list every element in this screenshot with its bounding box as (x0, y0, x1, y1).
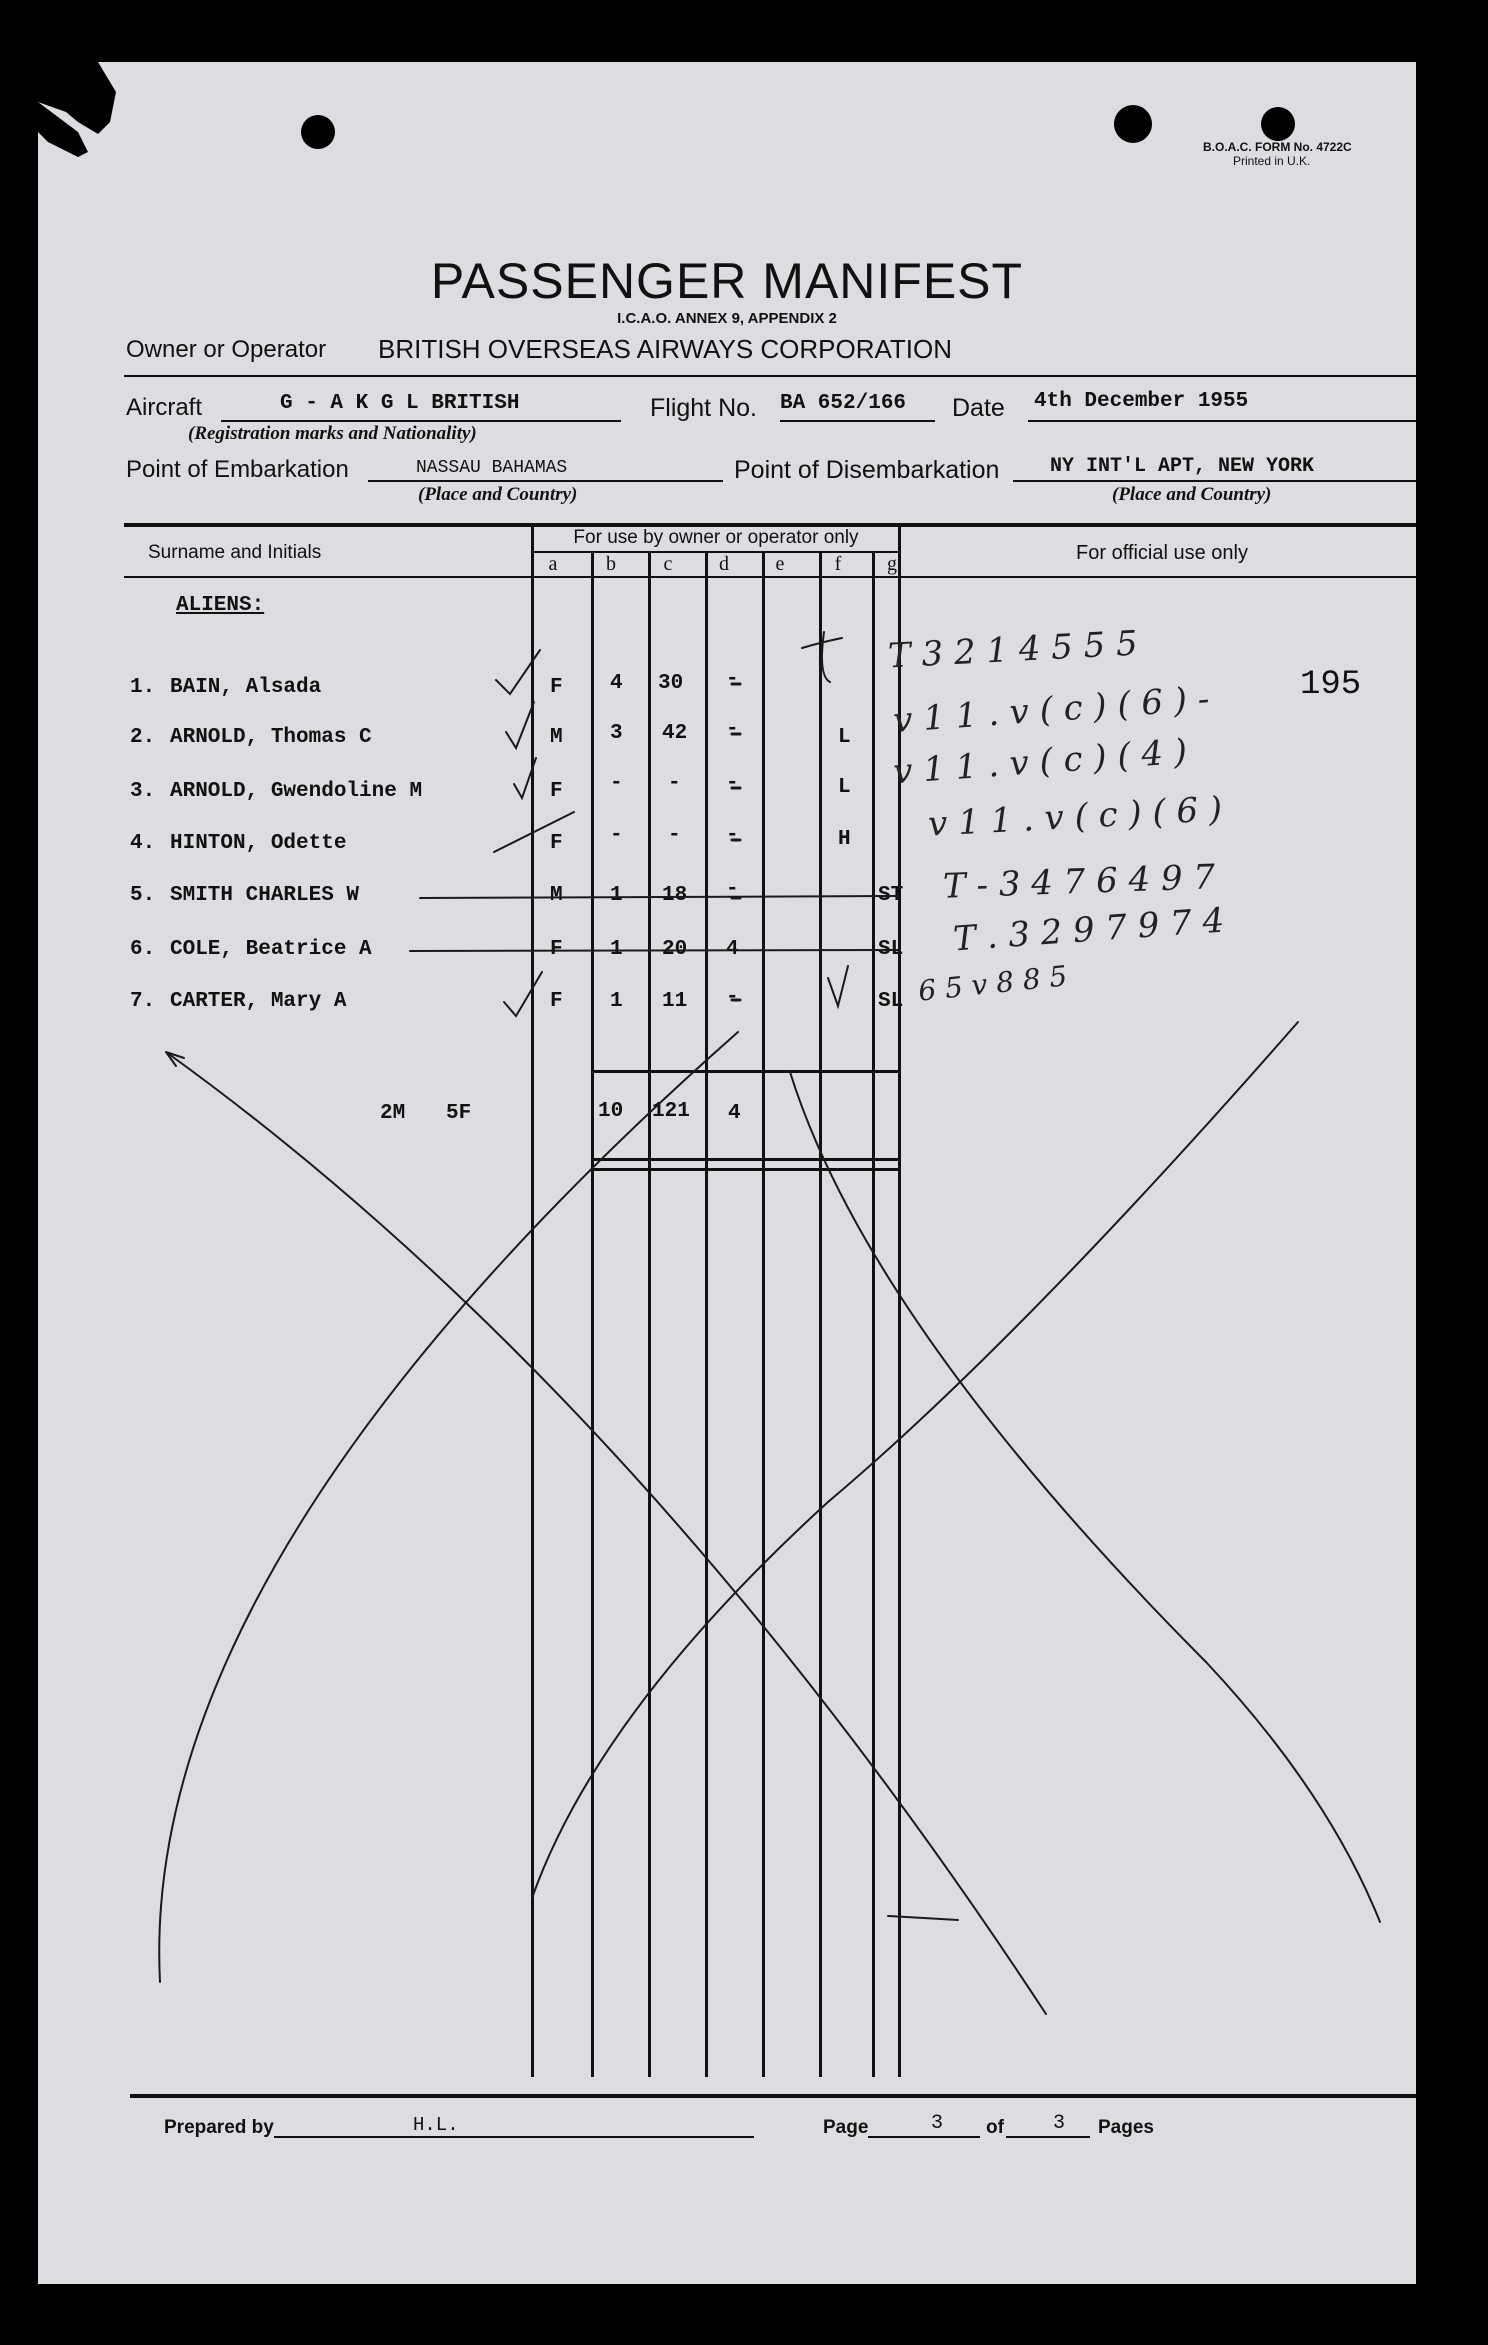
embark-label: Point of Embarkation (126, 456, 349, 483)
table-header-rule (124, 576, 1416, 578)
cell-a: F (550, 780, 563, 803)
cell-b: 1 (610, 884, 623, 907)
form-ref-line2: Printed in U.K. (1233, 154, 1311, 168)
cell-c: 18 (662, 884, 688, 907)
passenger-name: SMITH CHARLES W (170, 884, 360, 907)
pages-label: Pages (1098, 2117, 1154, 2138)
aircraft-label: Aircraft (126, 394, 203, 421)
passenger-name: CARTER, Mary A (170, 990, 347, 1013)
cell-c: - (668, 824, 681, 847)
total-female: 5F (446, 1102, 472, 1125)
row-number: 2. (130, 726, 156, 749)
total-c: 121 (652, 1100, 690, 1123)
page-value: 3 (931, 2112, 944, 2135)
cell-d: - (726, 824, 739, 847)
hand-note-row5: T - 3 4 7 6 4 9 7 (942, 857, 1216, 907)
disembark-note: (Place and Country) (1112, 484, 1272, 505)
passenger-name: COLE, Beatrice A (170, 938, 372, 961)
row-number: 7. (130, 990, 156, 1013)
page-subtitle: I.C.A.O. ANNEX 9, APPENDIX 2 (617, 310, 837, 327)
passenger-name: BAIN, Alsada (170, 676, 322, 699)
punch-hole-right (1114, 105, 1152, 143)
section-aliens: ALIENS: (176, 594, 265, 617)
cell-c: - (668, 772, 681, 795)
official-header: For official use only (1076, 542, 1248, 564)
cell-a: F (550, 938, 563, 961)
cell-a: F (550, 676, 563, 699)
manifest-paper (38, 62, 1416, 2284)
cell-b: - (610, 824, 623, 847)
cell-c: 20 (662, 938, 688, 961)
col-a-header: a (548, 553, 558, 575)
cell-b: 1 (610, 938, 623, 961)
hand-note-row2: v 1 1 . v ( c ) ( 6 ) - (891, 679, 1211, 741)
cell-d: - (726, 718, 739, 741)
cell-f: H (838, 828, 851, 851)
cell-c: 42 (662, 722, 688, 745)
col-g-header: g (887, 553, 897, 575)
hand-note-row7: 6 5 v 8 8 5 (916, 959, 1069, 1008)
page-label: Page (823, 2117, 869, 2138)
aircraft-value: G - A K G L BRITISH (280, 392, 520, 415)
prepared-value: H.L. (413, 2114, 459, 2136)
hand-note-row3: v 1 1 . v ( c ) ( 4 ) (891, 731, 1189, 793)
prepared-label: Prepared by (164, 2117, 274, 2138)
cell-b: - (610, 772, 623, 795)
disembark-label: Point of Disembarkation (734, 456, 1000, 484)
cell-a: M (550, 726, 563, 749)
operator-header: For use by owner or operator only (573, 527, 859, 548)
page-title: PASSENGER MANIFEST (430, 253, 1024, 309)
flight-value: BA 652/166 (780, 392, 907, 415)
cell-f: L (838, 726, 851, 749)
surname-header: Surname and Initials (148, 542, 322, 563)
official-number: 195 (1300, 666, 1362, 704)
hand-note-row6: T . 3 2 9 7 9 7 4 (951, 900, 1226, 960)
date-label: Date (952, 394, 1005, 422)
cell-f: L (838, 776, 851, 799)
disembark-value: NY INT'L APT, NEW YORK (1050, 455, 1315, 478)
row-number: 4. (130, 832, 156, 855)
col-c-header: c (663, 553, 673, 575)
cell-c: 11 (662, 990, 688, 1013)
cell-g: SL (878, 938, 904, 961)
embark-value: NASSAU BAHAMAS (416, 458, 568, 478)
passenger-name: HINTON, Odette (170, 832, 347, 855)
aircraft-note: (Registration marks and Nationality) (188, 423, 477, 444)
cell-g: ST (878, 884, 904, 907)
flight-label: Flight No. (650, 394, 757, 422)
form-ref-line1: B.O.A.C. FORM No. 4722C (1203, 140, 1352, 154)
cell-b: 4 (610, 672, 623, 695)
col-f-header: f (834, 553, 842, 575)
total-d: 4 (728, 1102, 741, 1125)
cell-a: F (550, 832, 563, 855)
footer-rule (130, 2094, 1416, 2098)
col-e-header: e (775, 553, 785, 575)
row-number: 3. (130, 780, 156, 803)
cell-d: 4 (726, 938, 739, 961)
row-number: 1. (130, 676, 156, 699)
cell-d: - (726, 986, 739, 1009)
passenger-name: ARNOLD, Gwendoline M (170, 780, 423, 803)
cell-d: - (726, 668, 739, 691)
date-value: 4th December 1955 (1034, 390, 1249, 413)
hand-note-row4: v 1 1 . v ( c ) ( 6 ) (927, 789, 1224, 845)
hand-note-row1: T 3 2 1 4 5 5 5 (887, 623, 1139, 677)
cell-b: 1 (610, 990, 623, 1013)
punch-hole-far-right (1261, 107, 1295, 141)
of-label: of (986, 2117, 1004, 2138)
cell-c: 30 (658, 672, 684, 695)
cell-d: - (726, 772, 739, 795)
cell-a: M (550, 884, 563, 907)
cell-g: SL (878, 990, 904, 1013)
cell-a: F (550, 990, 563, 1013)
total-b: 10 (598, 1100, 624, 1123)
passenger-name: ARNOLD, Thomas C (170, 726, 372, 749)
cell-b: 3 (610, 722, 623, 745)
operator-value: BRITISH OVERSEAS AIRWAYS CORPORATION (378, 334, 953, 364)
punch-hole-left (301, 115, 335, 149)
cell-d: - (726, 878, 739, 901)
of-value: 3 (1053, 2112, 1066, 2135)
row-number: 5. (130, 884, 156, 907)
col-d-header: d (719, 553, 729, 575)
row-number: 6. (130, 938, 156, 961)
embark-note: (Place and Country) (418, 484, 578, 505)
total-male: 2M (380, 1102, 406, 1125)
col-b-header: b (606, 553, 616, 575)
operator-label: Owner or Operator (126, 336, 327, 363)
